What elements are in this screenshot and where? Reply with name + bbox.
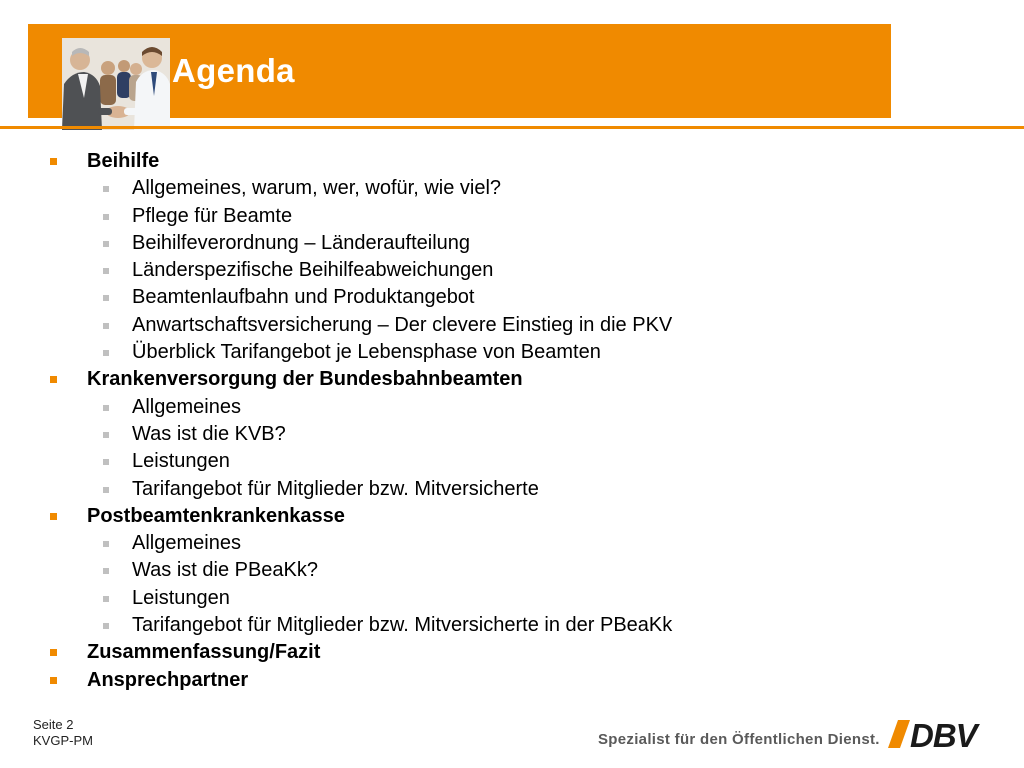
agenda-item-label: Tarifangebot für Mitglieder bzw. Mitversicherte	[132, 477, 539, 500]
agenda-item-label: Allgemeines, warum, wer, wofür, wie viel?	[132, 177, 502, 200]
agenda-subitem	[0, 448, 672, 475]
orange-bullet-icon	[50, 376, 57, 383]
grey-bullet-icon	[103, 214, 109, 220]
orange-bullet-icon	[50, 677, 57, 684]
grey-bullet-icon	[103, 186, 109, 192]
agenda-subitem	[0, 284, 672, 311]
agenda-section	[0, 503, 672, 530]
grey-bullet-icon	[103, 623, 109, 629]
agenda-subitem	[0, 476, 672, 503]
agenda-section	[0, 366, 672, 393]
agenda-section	[0, 148, 672, 175]
agenda-list	[0, 148, 672, 694]
slogan: Spezialist für den Öffentlichen Dienst.	[598, 731, 880, 748]
agenda-section	[0, 667, 672, 694]
agenda-subitem	[0, 175, 672, 202]
agenda-item-label: Postbeamtenkrankenkasse	[87, 504, 345, 527]
agenda-subitem	[0, 612, 672, 639]
grey-bullet-icon	[103, 323, 109, 329]
grey-bullet-icon	[103, 268, 109, 274]
orange-bullet-icon	[50, 649, 57, 656]
business-people-photo	[62, 38, 170, 130]
grey-bullet-icon	[103, 568, 109, 574]
page-title: Agenda	[172, 52, 295, 89]
header-rule	[0, 126, 1024, 129]
page-label: Seite 2	[33, 717, 74, 732]
grey-bullet-icon	[103, 241, 109, 247]
document-code: KVGP-PM	[33, 733, 93, 748]
agenda-item-label: Anwartschaftsversicherung – Der clevere Einstieg in die PKV	[132, 313, 673, 336]
agenda-item-label: Tarifangebot für Mitglieder bzw. Mitversicherte in der PBeaKk	[132, 614, 673, 637]
agenda-item-label: Beihilfe	[87, 150, 160, 172]
orange-bullet-icon	[50, 158, 57, 165]
agenda-subitem	[0, 203, 672, 230]
agenda-subitem	[0, 257, 672, 284]
agenda-item-label: Krankenversorgung der Bundesbahnbeamten	[87, 368, 523, 391]
grey-bullet-icon	[103, 459, 109, 465]
agenda-subitem	[0, 339, 672, 366]
agenda-subitem	[0, 585, 672, 612]
grey-bullet-icon	[103, 596, 109, 602]
agenda-item-label: Beamtenlaufbahn und Produktangebot	[132, 286, 475, 309]
agenda-subitem	[0, 530, 672, 557]
agenda-item-label: Länderspezifische Beihilfeabweichungen	[132, 259, 494, 282]
agenda-section	[0, 639, 672, 666]
agenda-item-label: Zusammenfassung/Fazit	[87, 641, 321, 664]
agenda-subitem	[0, 557, 672, 584]
agenda-item-label: Was ist die KVB?	[132, 422, 286, 445]
dbv-logo	[888, 714, 1004, 754]
agenda-subitem	[0, 394, 672, 421]
agenda-subitem	[0, 312, 672, 339]
agenda-item-label: Beihilfeverordnung – Länderaufteilung	[132, 231, 471, 254]
grey-bullet-icon	[103, 405, 109, 411]
agenda-item-label: Überblick Tarifangebot je Lebensphase von Beamten	[132, 341, 601, 364]
agenda-item-label: Pflege für Beamte	[132, 204, 293, 227]
grey-bullet-icon	[103, 350, 109, 356]
agenda-item-label: Allgemeines	[132, 395, 241, 418]
agenda-subitem	[0, 421, 672, 448]
orange-bullet-icon	[50, 513, 57, 520]
agenda-item-label: Leistungen	[132, 586, 230, 609]
agenda-subitem	[0, 230, 672, 257]
agenda-item-label: Allgemeines	[132, 532, 241, 555]
grey-bullet-icon	[103, 487, 109, 493]
agenda-item-label: Leistungen	[132, 450, 230, 473]
agenda-item-label: Was ist die PBeaKk?	[132, 559, 319, 582]
grey-bullet-icon	[103, 295, 109, 301]
svg-text:DBV: DBV	[910, 717, 977, 754]
agenda-item-label: Ansprechpartner	[87, 668, 249, 691]
header-band	[28, 24, 891, 118]
page-info	[33, 717, 93, 749]
grey-bullet-icon	[103, 541, 109, 547]
grey-bullet-icon	[103, 432, 109, 438]
